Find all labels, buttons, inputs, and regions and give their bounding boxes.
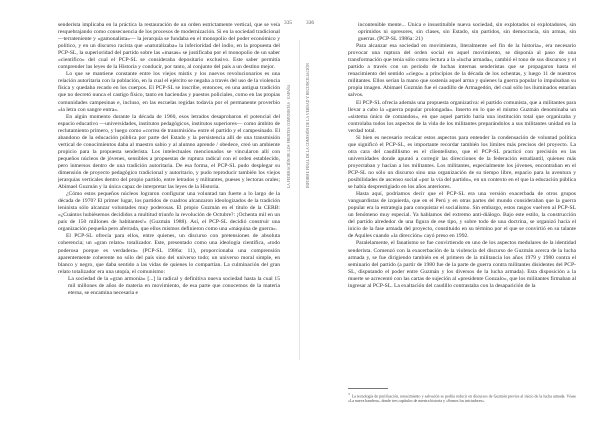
paragraph: El PCP-SL ofrecía además una propuesta organizativa: el partido comunista, que a militantes para llevar a cabo la «guerra popular prolongada». Inserto en lo que el mismo Guzmán denominaba un «sistema único de comandos», en que aquel partido haría una institución total que organizaba y controlaba todos los aspectos de la vida de los militantes preparándolos a sus militantes unidad en la verdad total. bbox=[348, 99, 576, 134]
running-head: LA FEDERACIÓN DE LOS FRENTES COMUNISTAS · ESPAÑA bbox=[287, 84, 291, 188]
footnote bbox=[348, 392, 576, 404]
paragraph: Lo que se mantiene constante entre los viejos mistis y los nuevos revolucionarios es una relación autoritaria con la población, en la cual el ejército se negaba a través del uso de la violencia física y quedaba recado en los cuerpos. El PCP-SL se inscribe, entonces, en una antigua tradición que no decretó nunca el castigo físico, tanto en haciendas y puestos policiales, como en las propias comunidades campesinas e, incluso, en las escuelas regidas todavía por el permanente proverbio «la letra con sangre entra». bbox=[58, 71, 280, 113]
paragraph: senderista implicaba en la práctica la restauración de un orden estrictamente vertical, que se veía resquebrajando como consecuencia de los procesos de modernización. Si en la sociedad tradicional —terrateniente y «gamonalista»— la jerarquía se fundaba en el monopolio del poder económico y político, y en un discurso racista que «naturalizaba» la inferioridad del indio, en la propuesta del PCP-SL, la superioridad del partido sobre las «masas» se justificaba por el monopolio de un saber «científico» del cual el PCP-SL se consideraba depositario exclusivo. Este saber permitía comprender las leyes de la Historia y conducir, por tanto, al conjunto del país a un destino mejor. bbox=[58, 22, 280, 71]
paragraph: Si bien es necesario recalcar estos aspectos para entender la condensación de voluntad política que significó el PCP-SL, es importante recordar también los límites más precisos del proyecto. La otra cara del caudillismo es el clientelismo, que el PCP-SL practicó con precisión en las universidades donde apuntó a corregir las direcciones de la federación estudiantil, quienes más proyectaban y hacían a los militantes. Los militantes, especialmente los jóvenes, encontraban en el PCP-SL no sólo un discurso sino una organización de su tiempo libre, espacio para la aventura y posibilidades de ascenso social «por la vía del partido», en un contexto en el que la educación pública se había desprestigiado en los años anteriores. bbox=[348, 134, 576, 191]
paragraph: En algún momento durante la década de 1960, esos letrados desaprobaron el potencial del espacio educativo —universidades, institutos pedagógicos, institutos superiores— como ámbito de reclutamiento primero, y luego como «correa de transmisión» entre el partido y el campesinado. El abandono de la educación pública por parte del Estado y la persistencia allí de una transmisión vertical de conocimientos daba al maestro sabio y al alumno aprende / obedece, creó un ambiente propicio para la propuesta senderista. Los intelectuales mencionados se vincularon allí con pequeños núcleos de jóvenes, sensibles a propuestas de ruptura radical con el orden establecido, pero inmersos dentro de una tradición autoritaria. De esa forma, el PCP-SL pudo desplegar su dimensión de proyecto pedagógico tradicional y autoritario, y pudo reproducir también los viejos jerarquías verticales dentro del propio partido, entre letrados y militantes, pueses y lectoras orales; Abimael Guzmán y la única capaz de interpretar las leyes de la Historia. bbox=[58, 113, 280, 191]
footnote-rule bbox=[348, 388, 388, 389]
paragraph: El PCP-SL ofrecía para ellos, entre quienes, un discurso con pretensiones de absoluta coherencia; un «gran relato» totalizador. Este, presentado como una ideología científica, «todo poderosa porque es verdadera» (PCP-SL 1986a: 11), proporcionaba una comprensión aparentemente coherente no sólo del país sino del universo todo; un universo moral simple, en blanco y negro, que daba sentido a las vidas de quienes lo compartían. La culminación del gran relato totalizador era una utopía, el comunismo: bbox=[58, 233, 280, 275]
paragraph: ¿Cómo estos pequeños núcleos lograron configurar una voluntad tan fuerte a lo largo de la década de 1970? El primer lugar, los partidos de cuadros alcanzaron ideologizados de la tradición leninista sólo alcanzar voluntades muy poderosas. El propio Guzmán en el título de la CERB: «¿Cuántos hubiésemos decididos a multitud triunfo la revolución de Octubre?: ¡Ochenta mil en un país de 150 millones de habitantes!» (Guzmán 1988). Así, el PCP-SL decidió construir una organización pequeña pero aferrada, que ellos mismos definieron como una «máquina de guerra». bbox=[58, 191, 280, 233]
block-quote: La sociedad de la «gran armonía» [...] la radical y definitiva nueva sociedad hasta la cual 15 mil millones de años de materia en movimiento, de esa parte que conocemos de la materia eterna, se encamina necesaria e bbox=[68, 275, 280, 296]
paragraph: Para alcanzar esa sociedad en movimiento, literalmente «el fin de la historia», era necesario provocar una ruptura del orden social en aquel movimiento, se disponía al paso de una transformación que tenía sólo como lectura a la «lucha armada», cambió el tono de sus discursos y el partido a través con un periodo de luchas internas senderistas que se propagaron hasta el renacimiento del sentido «ciego» a principios de la década de los ochentas, y luego 11 de nuestros militantes. Ellos serían la mano que sostenía aquel arma y quienes la guerra popular lo impulsaban su propia imagen. Abimael Guzmán fue el caudillo de Armagedón, del cual sólo los iluminados estarían salvos. bbox=[348, 43, 576, 99]
footnote-number: 3 bbox=[348, 392, 350, 396]
body-text-column bbox=[58, 22, 280, 427]
page-number: 336 bbox=[306, 20, 315, 26]
page-number: 335 bbox=[284, 20, 293, 26]
right-page bbox=[300, 0, 600, 431]
block-quote: incontenible mente... Única e insustituible nueva sociedad, sin explotados ni explotadores, sin oprimidos ni opresores, sin clases, sin Estado, sin partidos, sin democracia, sin armas, sin guerras. (PCP-SL 1986a: 21) bbox=[358, 22, 576, 43]
footnote-text: La tecnología de purificación, renacimiento y salvación se podría reducir en discursos de Guzmán previos al inicio de la lucha armada. Véase «La nueva bandera», donde tres capítulos de nuestra historia y «Somos los iniciadores». bbox=[348, 394, 576, 404]
paragraph: Hasta aquí, podríamos decir que el PCP-SL era una versión exacerbada de otros grupos vanguardistas de izquierda, que en el Perú y en otras partes del mundo consideraban que la guerra popular era la estrategia para conquistar el socialismo. Sin embargo, estos rasgos vuelven al PCP-SL un fenómeno muy especial. Ya hablamos del extremo anti-diálogo. Bajo este estilo, la construcción del partido alrededor de una figura de ese tipo, y sobre todo de una doctrina, se organizó hacia el inicio de la fase armada del proyecto, constituido en su término por el que se convirtió en su talante de Aquiles cuando «la dirección» cayó preso en 1992. bbox=[348, 191, 576, 240]
paragraph: Paralelamente, el fanatismo se fue convirtiendo en uno de los aspectos medulares de la identidad senderista. Comenzó con la exacerbación de la violencia del discurso de Guzmán acerca de la lucha armada y, se fue dirigiendo también en el primero de la militancia los años 1979 y 1980 contra el seminario del partido (a partir de 1980 fue de la parte de guerra contra militantes disidentes del PCP-SL, disputando el poder entre Guzmán y los diversos de la lucha armada). Esta disposición a la muerte se acrecentó con las cartas de sujeción al «presidente Gonzalo», que los militantes firmaban al ingresar al PCP-SL. La exaltación del caudillo contrastaba con la desaparición de la bbox=[348, 240, 576, 289]
running-head: INFORME FINAL DE LA COMISIÓN DE LA VERDAD Y RECONCILIACIÓN bbox=[306, 63, 310, 188]
body-text-column bbox=[348, 22, 576, 427]
